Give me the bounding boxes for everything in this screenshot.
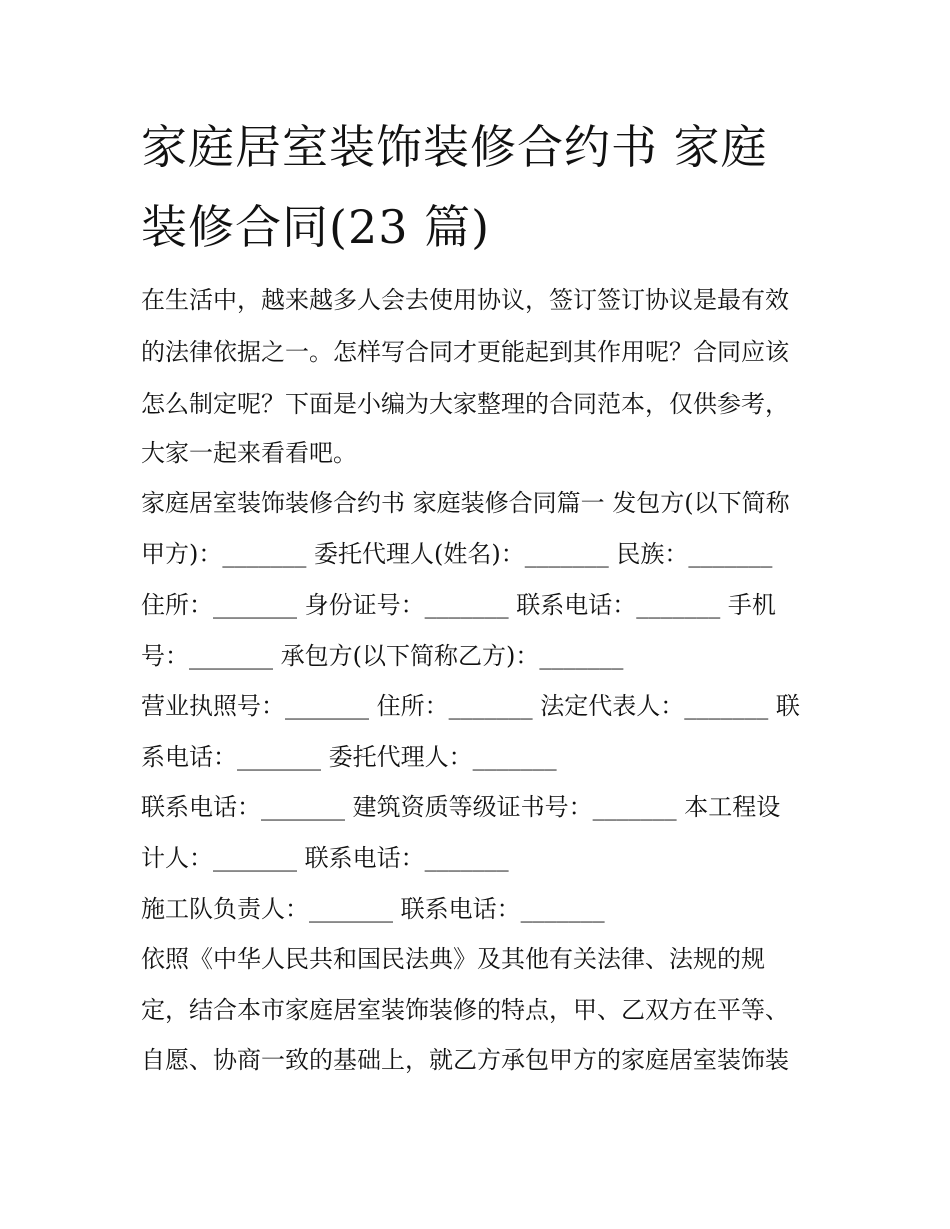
paragraph-line: 怎么制定呢？下面是小编为大家整理的合同范本，仅供参考， — [141, 390, 789, 418]
paragraph-line: 的法律依据之一。怎样写合同才更能起到其作用呢？合同应该 — [141, 338, 789, 366]
paragraph-line: 家庭居室装饰装修合约书 家庭装修合同篇一 发包方(以下简称 — [141, 489, 790, 517]
paragraph-line: 施工队负责人：_______ 联系电话：_______ — [141, 895, 605, 923]
paragraph-line: 大家一起来看看吧。 — [141, 439, 357, 467]
paragraph-line: 定，结合本市家庭居室装饰装修的特点，甲、乙双方在平等、 — [141, 996, 789, 1024]
document-title-line-2: 装修合同(23 篇) — [141, 200, 491, 254]
paragraph-line: 系电话：_______ 委托代理人：_______ — [141, 743, 557, 771]
paragraph-line: 自愿、协商一致的基础上，就乙方承包甲方的家庭居室装饰装 — [141, 1046, 789, 1074]
paragraph-line: 联系电话：_______ 建筑资质等级证书号：_______ 本工程设 — [141, 793, 781, 821]
paragraph-line: 甲方)：_______ 委托代理人(姓名)：_______ 民族：_______ — [141, 540, 773, 568]
document-title-line-1: 家庭居室装饰装修合约书 家庭 — [141, 120, 768, 174]
paragraph-line: 号：_______ 承包方(以下简称乙方)：_______ — [141, 642, 624, 670]
paragraph-line: 在生活中，越来越多人会去使用协议，签订签订协议是最有效 — [141, 286, 789, 314]
paragraph-line: 依照《中华人民共和国民法典》及其他有关法律、法规的规 — [141, 945, 765, 973]
paragraph-line: 计人：_______ 联系电话：_______ — [141, 844, 509, 872]
paragraph-line: 营业执照号：_______ 住所：_______ 法定代表人：_______ 联 — [141, 692, 800, 720]
paragraph-line: 住所：_______ 身份证号：_______ 联系电话：_______ 手机 — [141, 591, 776, 619]
